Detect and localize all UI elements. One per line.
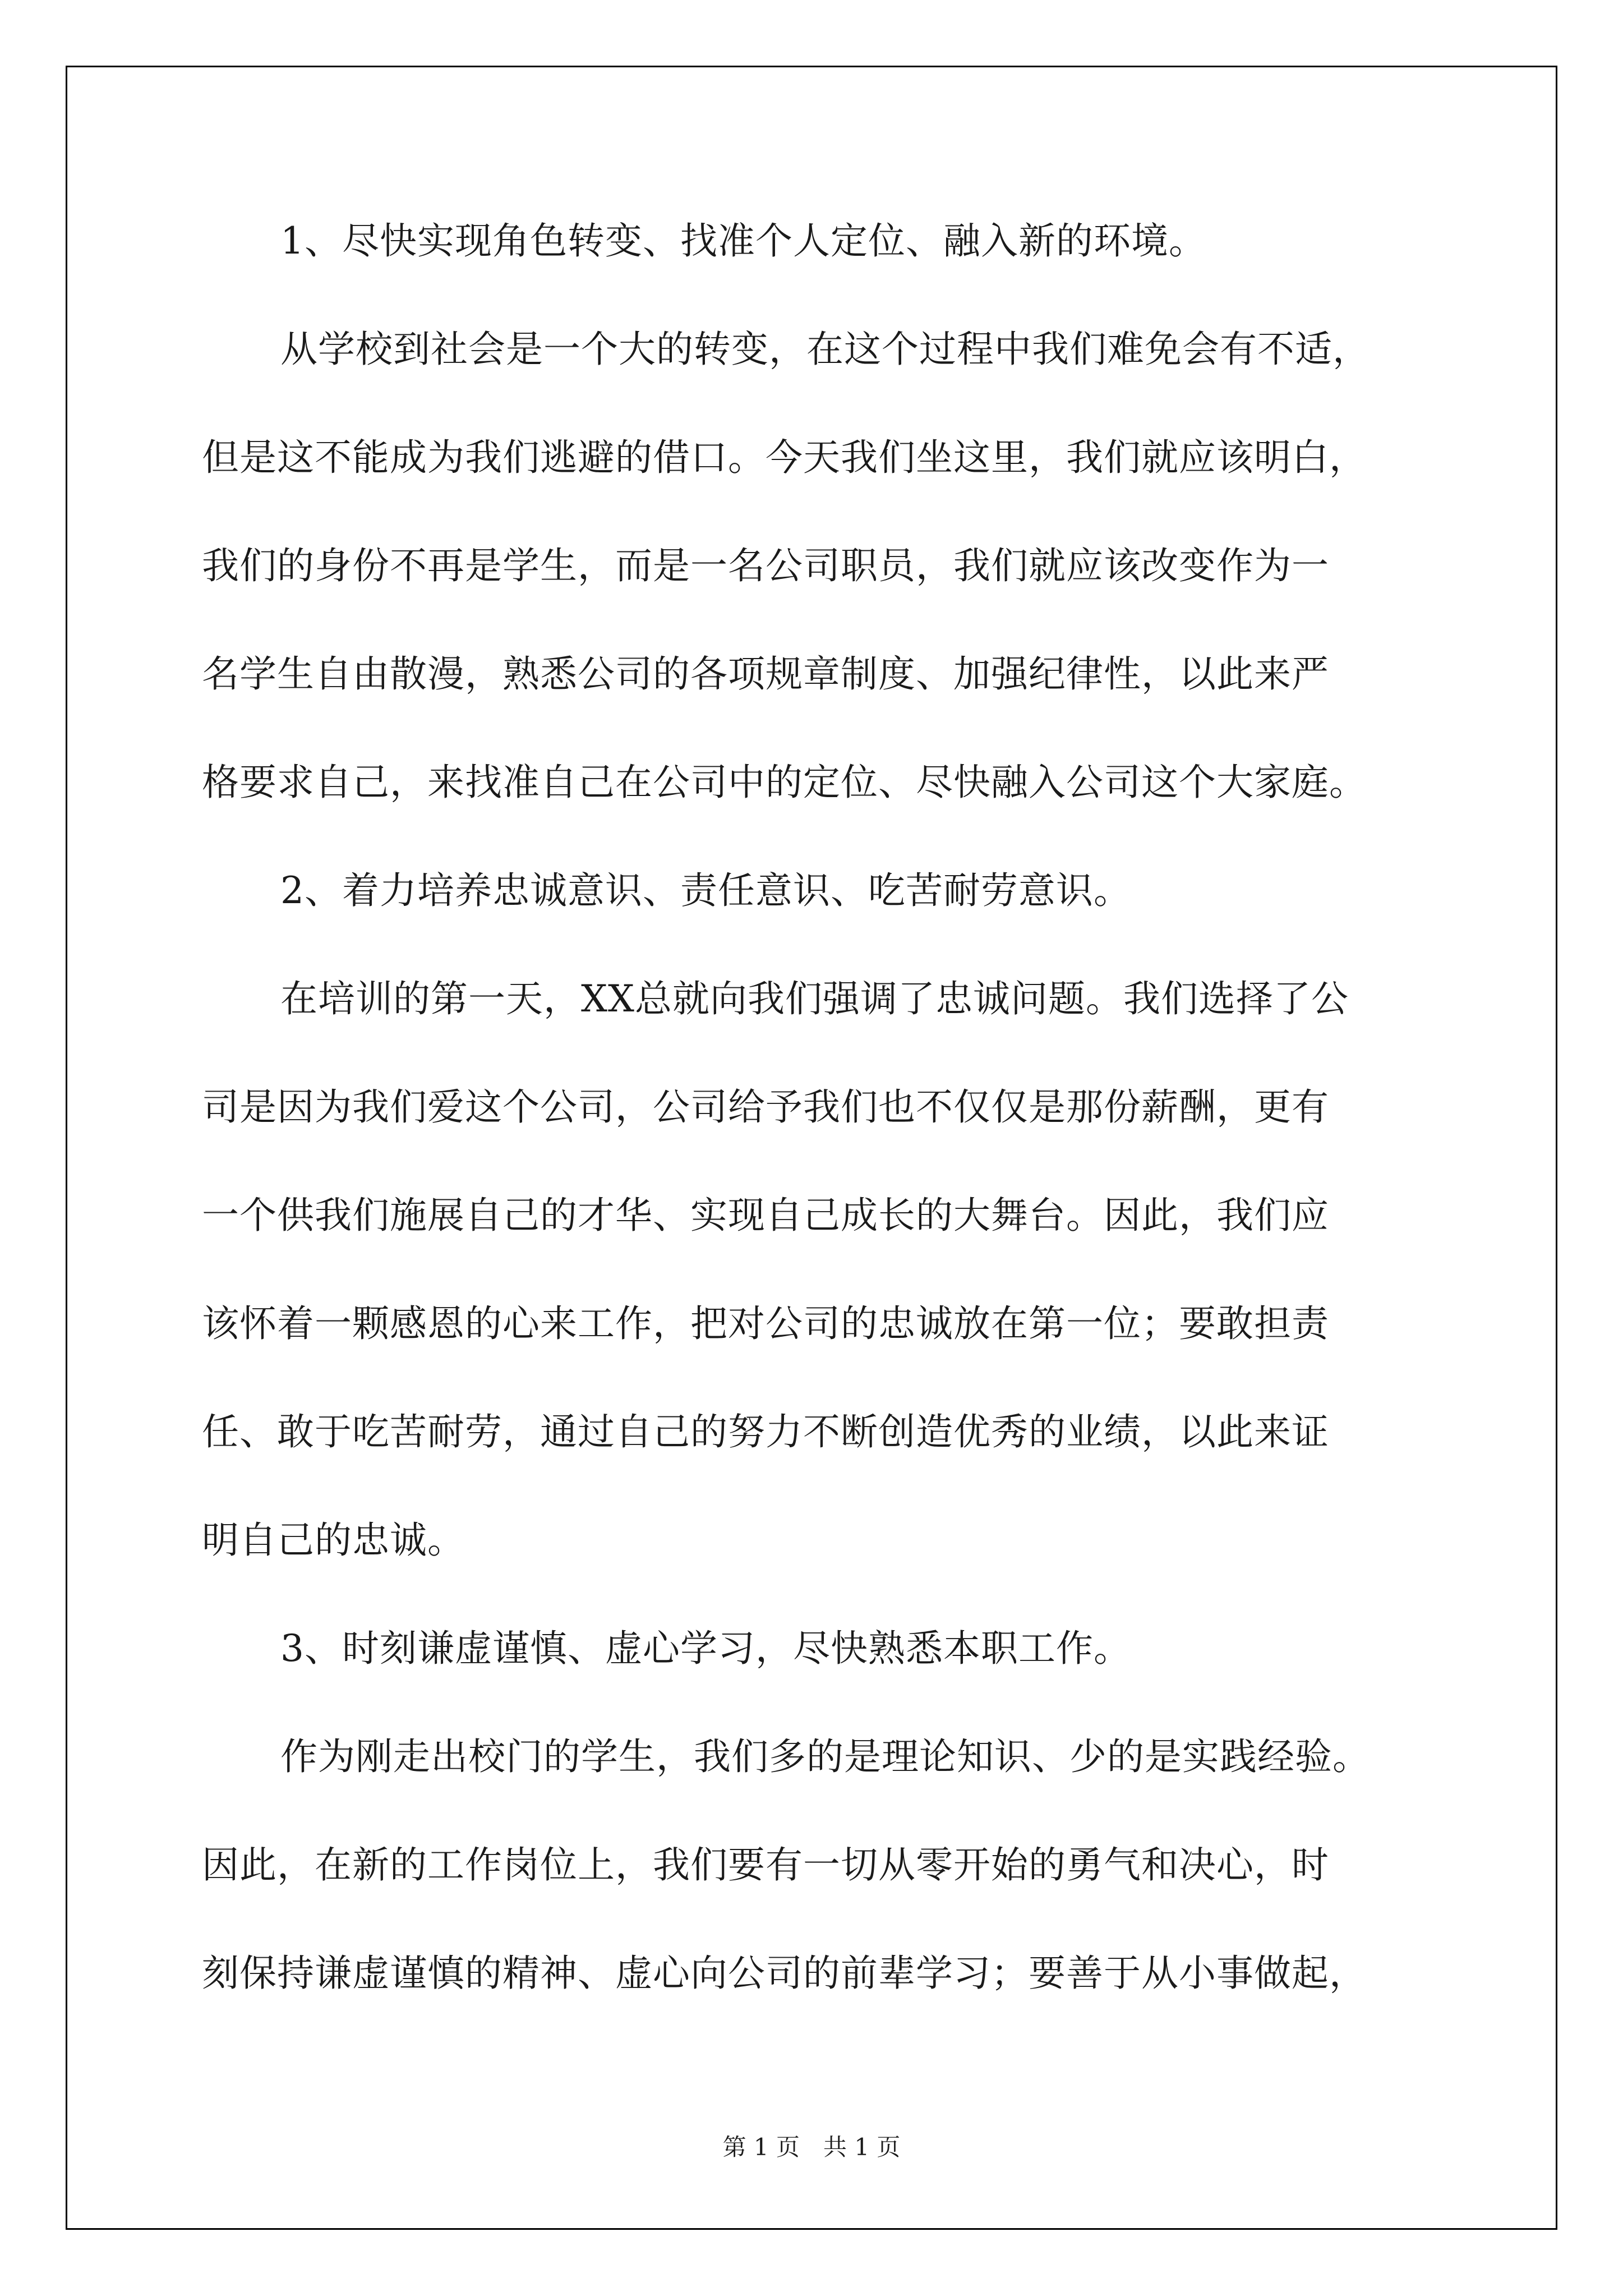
paragraph-line: 该怀着一颗感恩的心来工作，把对公司的忠诚放在第一位；要敢担责 xyxy=(202,1302,1329,1345)
paragraph-line: 作为刚走出校门的学生，我们多的是理论知识、少的是实践经验。 xyxy=(280,1735,1370,1778)
document-body xyxy=(202,219,1458,2062)
paragraph-line: 在培训的第一天，XX总就向我们强调了忠诚问题。我们选择了公 xyxy=(280,977,1349,1020)
heading-1: 1、尽快实现角色转变、找准个人定位、融入新的环境。 xyxy=(280,219,1206,263)
paragraph-line: 从学校到社会是一个大的转变，在这个过程中我们难免会有不适， xyxy=(280,328,1370,371)
paragraph-line: 名学生自由散漫，熟悉公司的各项规章制度、加强纪律性，以此来严 xyxy=(202,652,1329,696)
paragraph-line: 一个供我们施展自己的才华、实现自己成长的大舞台。因此，我们应 xyxy=(202,1194,1329,1237)
paragraph-line: 明自己的忠诚。 xyxy=(202,1519,465,1562)
page-number-footer: 第 1 页 共 1 页 xyxy=(722,2133,901,2161)
paragraph-line: 但是这不能成为我们逃避的借口。今天我们坐这里，我们就应该明白， xyxy=(202,436,1367,479)
heading-3: 3、时刻谦虚谨慎、虚心学习，尽快熟悉本职工作。 xyxy=(280,1627,1131,1670)
paragraph-line: 因此，在新的工作岗位上，我们要有一切从零开始的勇气和决心，时 xyxy=(202,1843,1329,1887)
paragraph-line: 刻保持谦虚谨慎的精神、虚心向公司的前辈学习；要善于从小事做起， xyxy=(202,1952,1367,1995)
paragraph-line: 格要求自己，来找准自己在公司中的定位、尽快融入公司这个大家庭。 xyxy=(202,761,1367,804)
paragraph-line: 司是因为我们爱这个公司，公司给予我们也不仅仅是那份薪酬，更有 xyxy=(202,1085,1329,1129)
heading-2: 2、着力培养忠诚意识、责任意识、吃苦耐劳意识。 xyxy=(280,869,1131,912)
paragraph-line: 我们的身份不再是学生，而是一名公司职员，我们就应该改变作为一 xyxy=(202,544,1329,587)
paragraph-line: 任、敢于吃苦耐劳，通过自己的努力不断创造优秀的业绩，以此来证 xyxy=(202,1410,1329,1453)
